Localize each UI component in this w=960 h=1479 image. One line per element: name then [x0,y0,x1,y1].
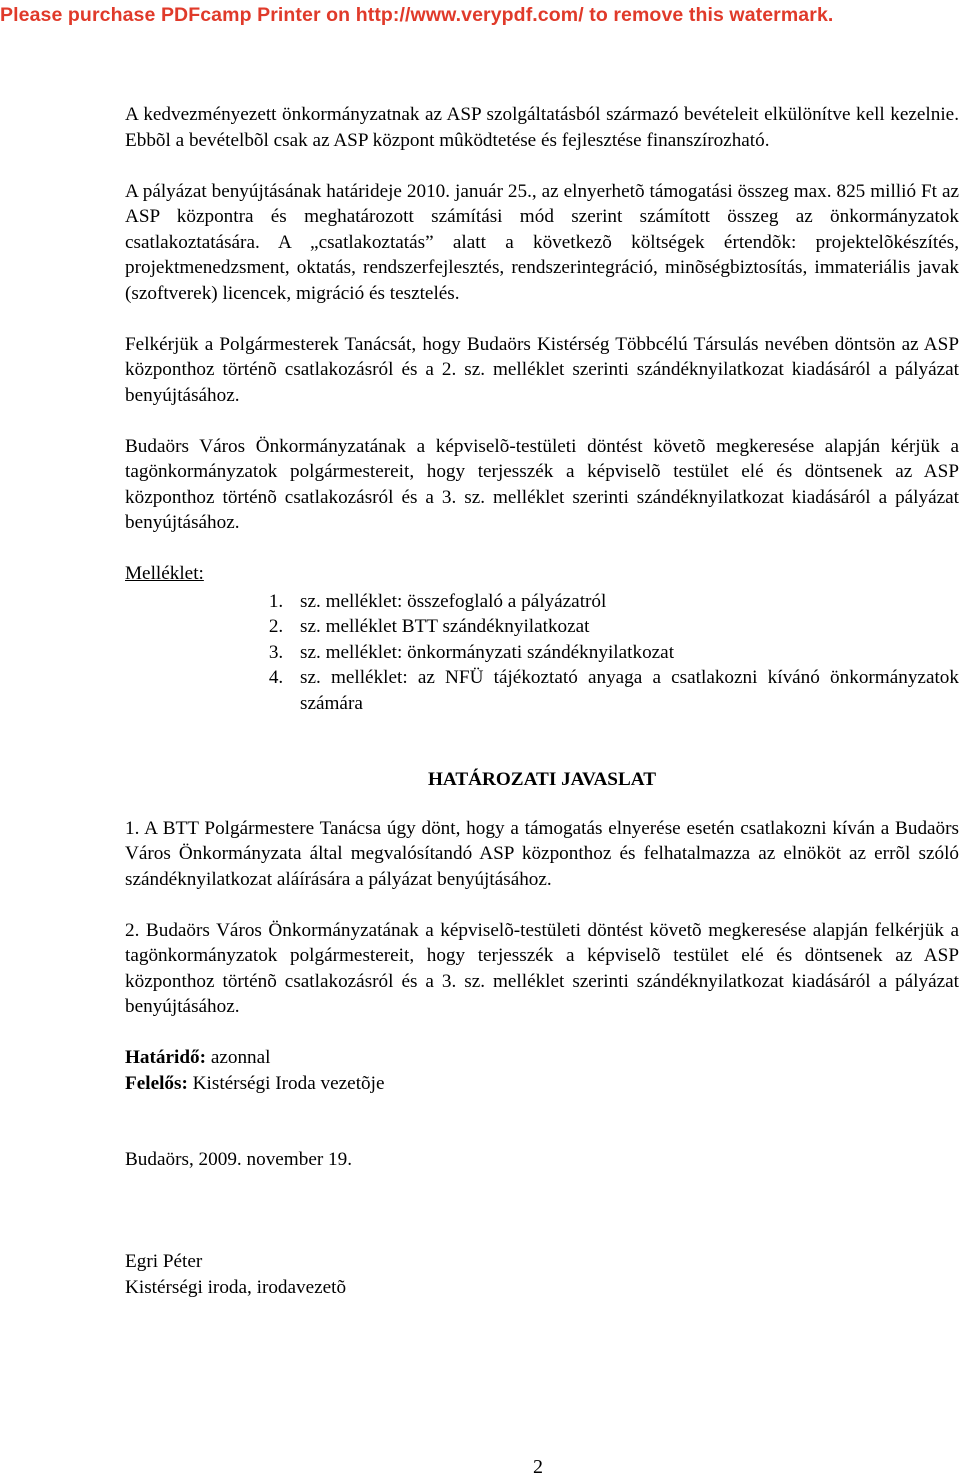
paragraph-revenue-handling: A kedvezményezett önkormányzatnak az ASP szolgáltatásból származó bevételeit elkülönítve kell kezelnie. Ebbõl a bevételbõl csak az ASP központ mûködtetése és fejlesztése finanszírozható. [125,104,959,151]
watermark-banner: Please purchase PDFcamp Printer on http://www.verypdf.com/ to remove this watermark. [0,4,834,26]
responsible-value: Kistérségi Iroda vezetõje [187,1072,385,1094]
attachment-item: 4. sz. melléklet: az NFÜ tájékoztató anyaga a csatlakozni kívánó önkormányzatok számára [288,665,959,716]
attachment-item: 3. sz. melléklet: önkormányzati szándéknyilatkozat [288,640,959,666]
place-date: Budaörs, 2009. november 19. [125,1149,353,1170]
document-body [125,102,959,1300]
attachment-item: 1. sz. melléklet: összefoglaló a pályázatról [288,589,959,615]
paragraph-application-deadline: A pályázat benyújtásának határideje 2010. január 25., az elnyerhetõ támogatási összeg max. 825 millió Ft az ASP központra és meghatározott számítási mód szerint számított összeg az önkormányzatok csatlakoztatására. A „csatlakoztatás” alatt a következõ költségek értendõk: projektelõkészítés, projektmenedzsment, oktatás, rendszerfejlesztés, rendszerintegráció, minõségbiztosítás, immateriális javak (szoftverek) licencek, migráció és tesztelés. [125,180,959,304]
attachment-item: 2. sz. melléklet BTT szándéknyilatkozat [288,614,959,640]
signatory-title: Kistérségi iroda, irodavezetõ [125,1276,347,1298]
attachments-list [125,589,959,717]
paragraph-mayors-council-request: Felkérjük a Polgármesterek Tanácsát, hogy Budaörs Kistérség Többcélú Társulás nevében döntsön az ASP központhoz történõ csatlakozásról és a 2. sz. melléklet szerinti szándéknyilatkozat kiadásáról a pályázat benyújtásához. [125,333,959,406]
deadline-value: azonnal [206,1047,271,1068]
deadline-label: Határidő: [125,1047,207,1068]
resolution-point-1: 1. A BTT Polgármestere Tanácsa úgy dönt, hogy a támogatás elnyerése esetén csatlakozni kíván a Budaörs Város Önkormányzata által megvalósítandó ASP központhoz és felhatalmazza az elnököt az errõl szóló szándéknyilatkozat aláírására a pályázat benyújtásához. [125,817,959,890]
attachments-label: Melléklet: [125,563,204,584]
responsible-label: Felelős: [125,1072,188,1094]
resolution-point-2: 2. Budaörs Város Önkormányzatának a képviselõ-testületi döntést követõ megkeresése alapján felkérjük a tagönkormányzatok polgármestereit, hogy terjesszék a képviselõ testület elé és döntsenek az ASP központhoz történõ csatlakozásról és a 3. sz. melléklet szerinti szándéknyilatkozat kiadásáról a pályázat benyújtásához. [125,919,959,1017]
deadline-line [125,1045,959,1071]
responsible-line [125,1071,959,1097]
page-number: 2 [533,1456,543,1478]
resolution-heading: HATÁROZATI JAVASLAT [428,769,656,790]
paragraph-member-municipalities-request: Budaörs Város Önkormányzatának a képviselõ-testületi döntést követõ megkeresése alapján kérjük a tagönkormányzatok polgármestereit, hogy terjesszék a képviselõ testület elé és döntsenek az ASP központhoz történõ csatlakozásról és a 3. sz. melléklet szerinti szándéknyilatkozat kiadásáról a pályázat benyújtásához. [125,435,959,533]
signatory-name: Egri Péter [125,1251,203,1272]
